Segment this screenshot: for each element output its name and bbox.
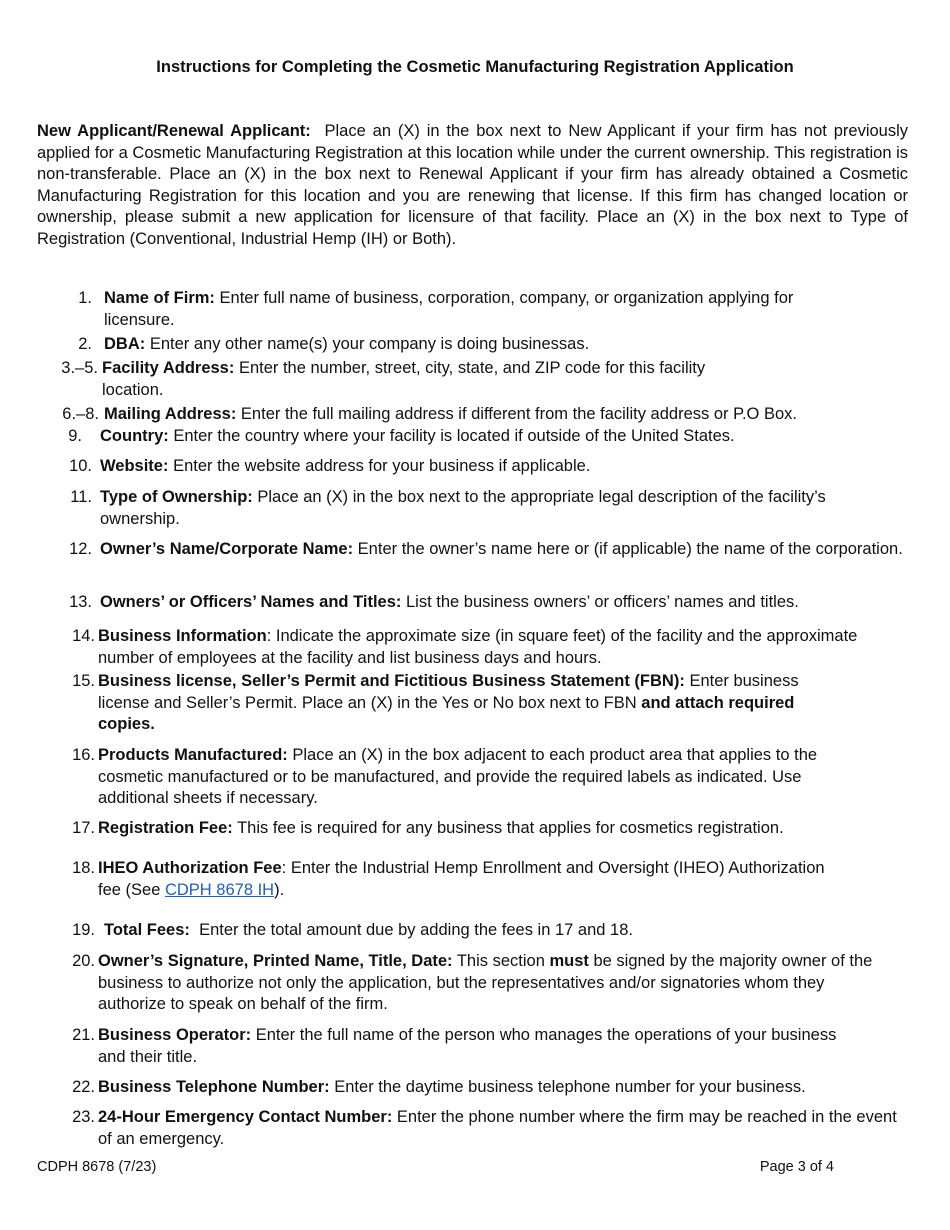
- item-label: Type of Ownership:: [100, 488, 253, 506]
- item-number: 21.: [72, 1026, 95, 1044]
- item-number: 2.: [78, 335, 92, 353]
- item-text: This section: [456, 952, 545, 970]
- item-text: Enter the number, street, city, state, and ZIP code for this facility location.: [102, 359, 706, 399]
- item-number: 11.: [70, 488, 92, 506]
- item-label: Owner’s Name/Corporate Name:: [100, 540, 354, 558]
- item-text: Enter the total amount due by adding the fees in 17 and 18.: [199, 921, 633, 939]
- intro-label: New Applicant/Renewal Applicant:: [37, 122, 311, 140]
- item-label: Website:: [100, 457, 169, 475]
- form-id: CDPH 8678 (7/23): [37, 1159, 157, 1175]
- item-text: Enter full name of business, corporation, company, or organization applying for licensure.: [104, 289, 794, 329]
- item-number: 13.: [69, 593, 92, 611]
- cdph-8678-ih-link[interactable]: CDPH 8678 IH: [164, 880, 275, 899]
- item-emphasis: and attach required copies.: [98, 693, 795, 733]
- item-text: : Indicate the approximate size (in square feet) of the facility and the approximate number of employees at the facility and list business days and hours.: [98, 627, 858, 667]
- item-number: 17.: [72, 819, 95, 837]
- item-text: List the business owners’ or officers’ names and titles.: [406, 593, 799, 611]
- item-text: Enter the owner’s name here or (if applicable) the name of the corporation.: [357, 540, 903, 558]
- item-number: 12.: [69, 540, 92, 558]
- item-number: 3.–5.: [61, 359, 98, 377]
- item-number: 10.: [69, 457, 92, 475]
- item-label: Owners’ or Officers’ Names and Titles:: [100, 593, 402, 611]
- item-number: 18.: [72, 859, 95, 877]
- item-text: Enter business license and Seller’s Permit. Place an (X) in the Yes or No box next to FBN: [98, 672, 799, 712]
- page-title: Instructions for Completing the Cosmetic Manufacturing Registration Application: [156, 58, 794, 76]
- item-label: Registration Fee:: [98, 819, 233, 837]
- item-label: Facility Address:: [102, 359, 235, 377]
- item-number: 23.: [72, 1108, 95, 1126]
- item-number: 9.: [68, 427, 82, 445]
- item-text: Place an (X) in the box adjacent to each product area that applies to the cosmetic manufactured or to be manufactured, and provide the required labels as indicated. Use additional sheets if necessary.: [98, 746, 818, 807]
- item-text: Enter the country where your facility is located if outside of the United States.: [173, 427, 735, 445]
- item-label: Total Fees:: [104, 921, 190, 939]
- item-number: 1.: [78, 289, 92, 307]
- item-label: Mailing Address:: [104, 405, 237, 423]
- intro-text: Place an (X) in the box next to New Applicant if your firm has not previously applied for a Cosmetic Manufacturing Registration at this location while under the current ownership. This registration is non-transferable. Place an (X) in the box next to Renewal Applicant if your firm has already obtained a Cosmetic Manufacturing Registration for this location and you are renewing that license. If this firm has changed location or ownership, please submit a new application for licensure of that facility. Place an (X) in the box next to Type of Registration (Conventional, Industrial Hemp (IH) or Both).: [37, 122, 908, 248]
- item-number: 15.: [72, 672, 95, 690]
- item-text: : Enter the Industrial Hemp Enrollment and Oversight (IHEO) Authorization fee (See: [98, 859, 825, 899]
- item-label: Business Information: [98, 627, 267, 645]
- item-text: Enter the full name of the person who manages the operations of your business and their title.: [98, 1026, 837, 1066]
- item-text: Enter the daytime business telephone number for your business.: [334, 1078, 806, 1096]
- page-number: Page 3 of 4: [759, 1159, 834, 1175]
- item-label: DBA:: [104, 335, 146, 353]
- item-emphasis: must: [549, 952, 589, 970]
- item-number: 6.–8.: [62, 405, 99, 423]
- item-number: 19.: [72, 921, 95, 939]
- item-number: 14.: [72, 627, 95, 645]
- item-text: This fee is required for any business that applies for cosmetics registration.: [237, 819, 784, 837]
- item-text: Place an (X) in the box next to the appropriate legal description of the facility’s ownership.: [100, 488, 826, 528]
- item-number: 16.: [72, 746, 95, 764]
- item-label: Business Telephone Number:: [98, 1078, 330, 1096]
- item-number: 22.: [72, 1078, 95, 1096]
- item-label: Country:: [100, 427, 169, 445]
- item-label: Name of Firm:: [104, 289, 215, 307]
- item-number: 20.: [72, 952, 95, 970]
- item-label: Business Operator:: [98, 1026, 252, 1044]
- intro-paragraph: [37, 121, 908, 250]
- item-label: IHEO Authorization Fee: [98, 859, 282, 877]
- item-text-continued: be signed by the majority owner of the business to authorize not only the application, but the representatives and/or signatories whom they authorize to speak on behalf of the firm.: [98, 952, 873, 1013]
- item-text: Enter the website address for your business if applicable.: [173, 457, 591, 475]
- item-label: Owner’s Signature, Printed Name, Title, Date:: [98, 952, 453, 970]
- item-text: Enter the full mailing address if different from the facility address or P.O Box.: [240, 405, 797, 423]
- item-label: 24-Hour Emergency Contact Number:: [98, 1108, 393, 1126]
- item-label: Business license, Seller’s Permit and Fictitious Business Statement (FBN):: [98, 672, 685, 690]
- item-text: Enter the phone number where the firm may be reached in the event of an emergency.: [98, 1108, 897, 1148]
- item-text: Enter any other name(s) your company is doing businessas.: [149, 335, 590, 353]
- item-label: Products Manufactured:: [98, 746, 288, 764]
- item-text-end: ).: [274, 880, 285, 899]
